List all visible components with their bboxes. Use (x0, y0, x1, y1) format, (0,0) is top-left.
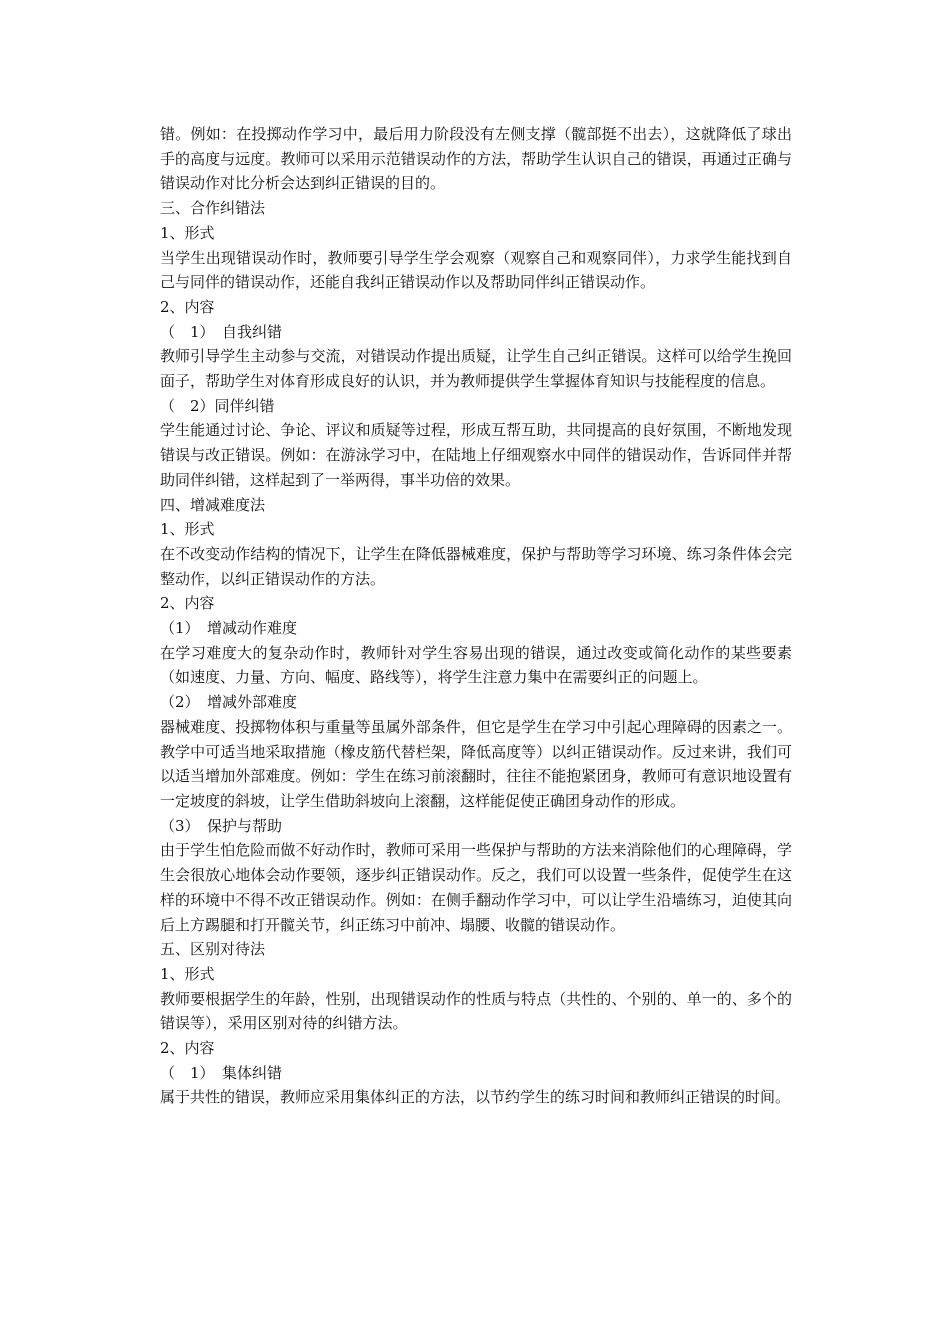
paragraph: 属于共性的错误，教师应采用集体纠正的方法，以节约学生的练习时间和教师纠正错误的时间。 (160, 1088, 791, 1107)
subheading-form: 1、形式 (160, 964, 215, 983)
subheading-content: 2、内容 (160, 1039, 215, 1058)
item-heading: （1） 增减动作难度 (160, 619, 298, 638)
item-heading: （2） 增减外部难度 (160, 693, 298, 712)
section-heading-3: 三、合作纠错法 (160, 199, 266, 218)
document-body (160, 122, 792, 1110)
item-heading: （ 2）同伴纠错 (160, 396, 275, 415)
item-heading: （ 1） 自我纠错 (160, 322, 283, 341)
paragraph-continuation: 错。例如：在投掷动作学习中，最后用力阶段没有左侧支撑（髋部挺不出去），这就降低了球出手的高度与远度。教师可以采用示范错误动作的方法，帮助学生认识自己的错误，再通过正确与错误动作对比分析会达到纠正错误的目的。 (160, 125, 792, 193)
subheading-form: 1、形式 (160, 520, 215, 539)
subheading-content: 2、内容 (160, 297, 215, 316)
paragraph: 学生能通过讨论、争论、评议和质疑等过程，形成互帮互助，共同提高的良好氛围，不断地发现错误与改正错误。例如：在游泳学习中，在陆地上仔细观察水中同伴的错误动作，告诉同伴并帮助同伴纠错，这样起到了一举两得，事半功倍的效果。 (160, 421, 792, 489)
item-heading: （ 1） 集体纠错 (160, 1063, 283, 1082)
paragraph: 器械难度、投掷物体积与重量等虽属外部条件，但它是学生在学习中引起心理障碍的因素之一。教学中可适当地采取措施（橡皮筋代替栏架，降低高度等）以纠正错误动作。反过来讲，我们可以适当增加外部难度。例如：学生在练习前滚翻时，往往不能抱紧团身，教师可有意识地设置有一定坡度的斜坡，让学生借助斜坡向上滚翻，这样能促使正确团身动作的形成。 (160, 717, 792, 810)
paragraph: 当学生出现错误动作时，教师要引导学生学会观察（观察自己和观察同伴），力求学生能找到自己与同伴的错误动作，还能自我纠正错误动作以及帮助同伴纠正错误动作。 (160, 248, 792, 292)
section-heading-5: 五、区别对待法 (160, 940, 266, 959)
paragraph: 在不改变动作结构的情况下，让学生在降低器械难度，保护与帮助等学习环境、练习条件体会完整动作，以纠正错误动作的方法。 (160, 544, 792, 588)
section-heading-4: 四、增减难度法 (160, 495, 266, 514)
paragraph: 在学习难度大的复杂动作时，教师针对学生容易出现的错误，通过改变或简化动作的某些要素（如速度、力量、方向、幅度、路线等），将学生注意力集中在需要纠正的问题上。 (160, 643, 792, 687)
subheading-content: 2、内容 (160, 594, 215, 613)
subheading-form: 1、形式 (160, 223, 215, 242)
paragraph: 教师要根据学生的年龄，性别，出现错误动作的性质与特点（共性的、个别的、单一的、多个的错误等），采用区别对待的纠错方法。 (160, 989, 792, 1033)
paragraph: 教师引导学生主动参与交流，对错误动作提出质疑，让学生自己纠正错误。这样可以给学生挽回面子，帮助学生对体育形成良好的认识，并为教师提供学生掌握体育知识与技能程度的信息。 (160, 347, 792, 391)
paragraph: 由于学生怕危险而做不好动作时，教师可采用一些保护与帮助的方法来消除他们的心理障碍，学生会很放心地体会动作要领，逐步纠正错误动作。反之，我们可以设置一些条件，促使学生在这样的环境中不得不改正错误动作。例如：在侧手翻动作学习中，可以让学生沿墙练习，迫使其向后上方踢腿和打开髋关节，纠正练习中前冲、塌腰、收髋的错误动作。 (160, 841, 792, 934)
item-heading: （3） 保护与帮助 (160, 816, 283, 835)
